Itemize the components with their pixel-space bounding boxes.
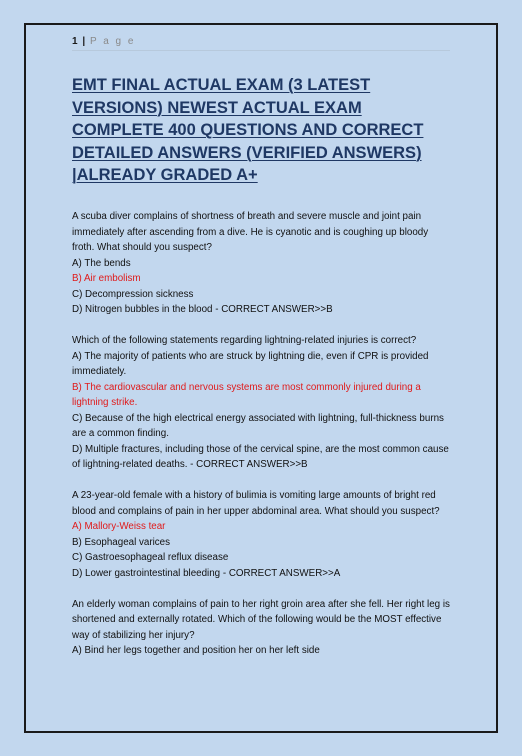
answer-option-correct: B) The cardiovascular and nervous systems are most commonly injured during a lightning strike. (72, 381, 421, 408)
question-block (72, 209, 452, 318)
page-header (72, 36, 450, 51)
page-label: P a g e (89, 36, 136, 47)
answer-option-with-key: D) Lower gastrointestinal bleeding - CORRECT ANSWER>>A (72, 567, 341, 579)
answer-option: C) Because of the high electrical energy associated with lightning, full-thickness burns are a common finding. (72, 412, 444, 439)
question-list (72, 209, 452, 674)
answer-option-correct: A) Mallory-Weiss tear (72, 521, 166, 532)
answer-option: A) The bends (72, 257, 131, 269)
answer-option-with-key: D) Multiple fractures, including those of the cervical spine, are the most common cause of lightning-related deaths. - CORRECT ANSWER>>B (72, 443, 449, 470)
answer-option: B) Esophageal varices (72, 536, 171, 548)
answer-option: A) Bind her legs together and position her on her left side (72, 645, 320, 656)
question-stem: A 23-year-old female with a history of bulimia is vomiting large amounts of bright red blood and complains of pain in her upper abdominal area. What should you suspect? (72, 490, 440, 517)
question-block (72, 333, 452, 473)
question-stem: Which of the following statements regarding lightning-related injuries is correct? (72, 335, 417, 346)
question-stem: An elderly woman complains of pain to her right groin area after she fell. Her right leg is shortened and externally rotated. Which of the following would be the MOST effective way of stabilizing her injury? (72, 598, 450, 641)
document-title: EMT FINAL ACTUAL EXAM (3 LATEST VERSIONS) NEWEST ACTUAL EXAM COMPLETE 400 QUESTIONS AND CORRECT DETAILED ANSWERS (VERIFIED ANSWERS) |ALREADY GRADED A+ (72, 76, 424, 184)
question-block (72, 597, 452, 659)
question-stem: A scuba diver complains of shortness of breath and severe muscle and joint pain immediately after ascending from a dive. He is cyanotic and is coughing up bloody froth. What should you suspect? (72, 211, 429, 253)
page-number: 1 (72, 36, 78, 47)
answer-option-correct: B) Air embolism (72, 273, 141, 284)
header-separator: | (82, 36, 86, 47)
question-block (72, 488, 452, 581)
answer-option-with-key: D) Nitrogen bubbles in the blood - CORRECT ANSWER>>B (72, 304, 333, 315)
answer-option: A) The majority of patients who are struck by lightning die, even if CPR is provided immediately. (72, 350, 429, 377)
answer-option: C) Decompression sickness (72, 288, 194, 300)
answer-option: C) Gastroesophageal reflux disease (72, 552, 229, 563)
